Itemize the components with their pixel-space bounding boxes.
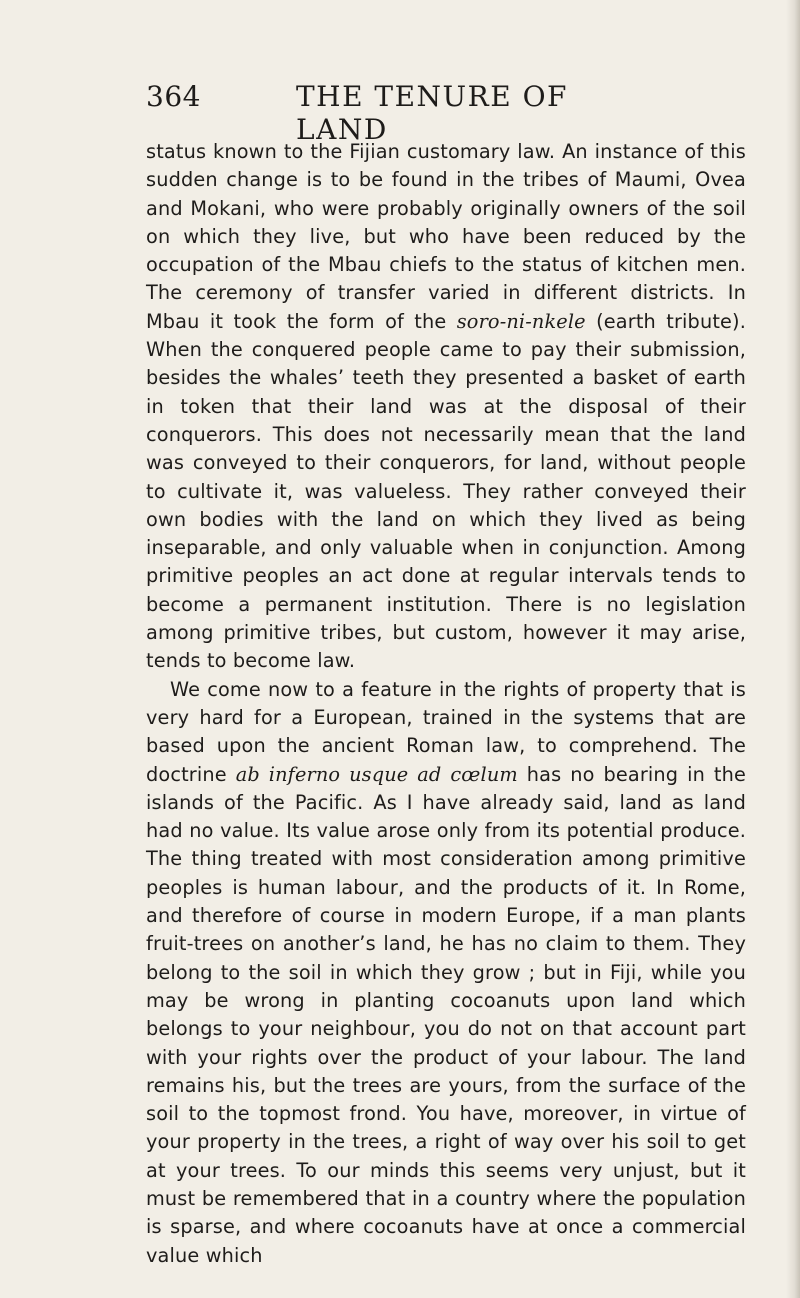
body-text — [146, 138, 746, 1270]
paragraph-1-italic-term: soro-ni-nkele — [456, 309, 586, 333]
paragraph-1 — [146, 138, 746, 676]
running-title: THE TENURE OF LAND — [296, 80, 568, 146]
paragraph-2-text-b: has no bearing in the islands of the Pacific. As I have already said, land as land had no value. Its value arose only from its potential produce. The thing treated with most consideration among primitive peoples is human labour, and the products of it. In Rome, and therefore of course in modern Europe, if a man plants fruit-trees on another’s land, he has no claim to them. They belong to the soil in which they grow ; but in Fiji, while you may be wrong in planting cocoanuts upon land which belongs to your neighbour, you do not on that account part with your rights over the product of your labour. The land remains his, but the trees are yours, from the surface of the soil to the topmost frond. You have, moreover, in virtue of your property in the trees, a right of way over his soil to get at your trees. To our minds this seems very unjust, but it must be remembered that in a country where the population is sparse, and where cocoanuts have at once a commercial value which — [146, 762, 746, 1267]
paragraph-1-text-b: (earth tribute). When the conquered people came to pay their submission, besides the whales’ teeth they presented a basket of earth in token that their land was at the disposal of their conquerors. This does not necessarily mean that the land was conveyed to their conquerors, for land, without people to cultivate it, was valueless. They rather conveyed their own bodies with the land on which they lived as being inseparable, and only valuable when in conjunction. Among primitive peoples an act done at regular intervals tends to become a permanent institution. There is no legislation among primitive tribes, but custom, however it may arise, tends to become law. — [146, 309, 746, 673]
page-header — [146, 80, 626, 146]
paragraph-2 — [146, 676, 746, 1270]
paragraph-1-text-a: status known to the Fijian customary law. An instance of this sudden change is to be found in the tribes of Maumi, Ovea and Mokani, who were probably originally owners of the soil on which they live, but who have been reduced by the occupation of the Mbau chiefs to the status of kitchen men. The ceremony of transfer varied in different districts. In Mbau it took the form of the — [146, 140, 746, 333]
page-number: 364 — [146, 80, 201, 113]
paragraph-2-text-a: We come now to a feature in the rights of property that is very hard for a European, trained in the systems that are based upon the ancient Roman law, to comprehend. The doctrine — [146, 677, 746, 786]
paragraph-2-italic-term: ab inferno usque ad cœlum — [235, 762, 518, 786]
page-edge-shadow — [786, 0, 800, 1298]
